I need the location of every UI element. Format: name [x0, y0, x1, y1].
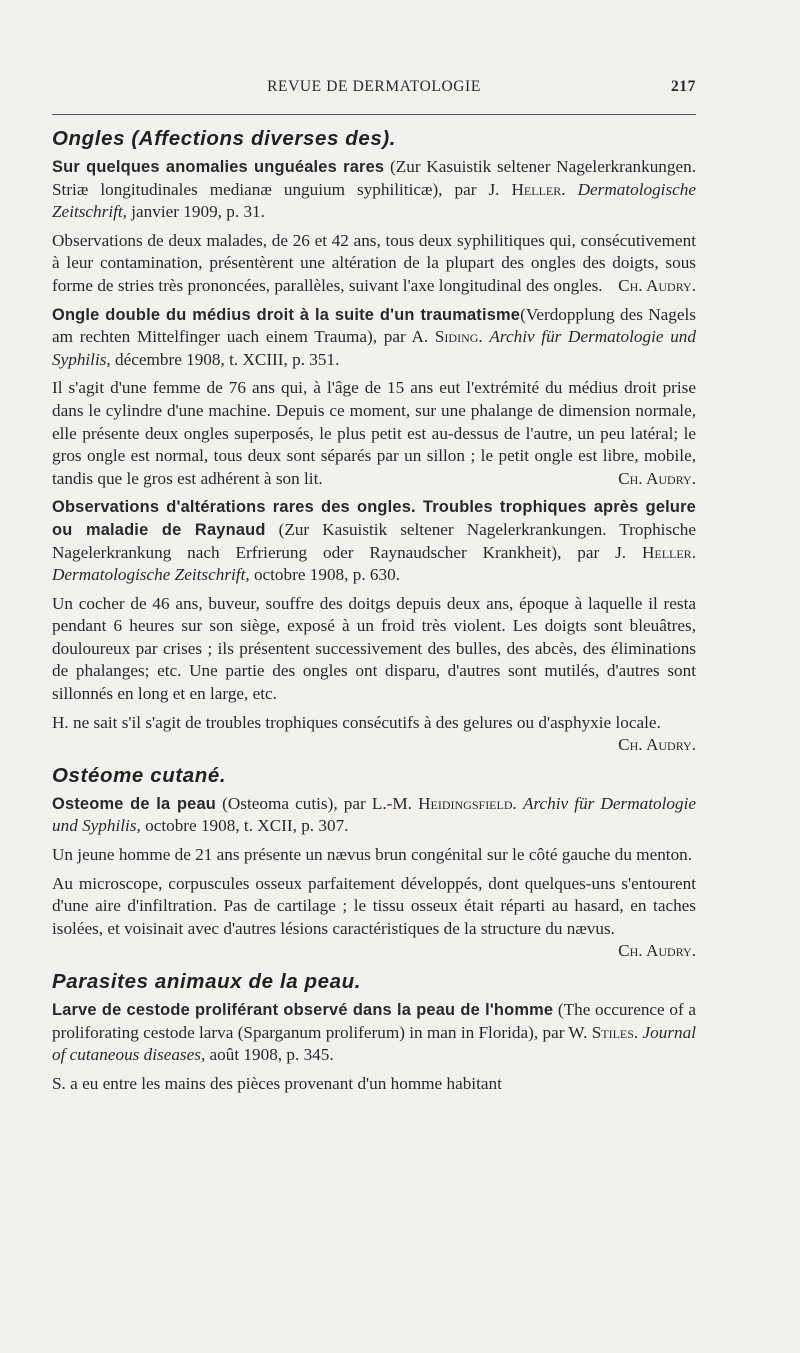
abstract-text: Il s'agit d'une femme de 76 ans qui, à l'âge de 15 ans eut l'extrémité du médius droit prise dans le cylindre d'une machine. Depuis ce moment, sur une phalange de dimension normale, elle présente deux ongles superposés, le plus petit est au-dessus de l'autre, un peu latéral; le gros ongle est normal, tous deux sont séparés par un sillon ; le petit ongle est libre, mobile, tandis que le gros est adhérent à son lit.	[52, 378, 696, 488]
entry-date: janvier 1909, p. 31.	[126, 202, 265, 222]
reviewer-signature: Ch. Audry.	[618, 468, 696, 488]
header-rule	[52, 114, 696, 115]
bibliographic-entry	[52, 496, 696, 586]
entry-reference: (Osteoma cutis), par L.-M.	[216, 793, 419, 813]
entry-reference: (Verdopplung des Nagels am rechten Mittelfinger uach einem Trauma), par A.	[52, 304, 696, 347]
bibliographic-entry	[52, 156, 696, 224]
abstract-text: Au microscope, corpuscules osseux parfaitement développés, dont quelques-uns s'entourent d'une aire d'infiltration. Pas de cartilage ; le tissu osseux était réparti au hasard, en taches isolées, et voisinait avec d'autres lésions caractéristiques de la structure du nævus.	[52, 873, 696, 938]
reviewer-signature: Ch. Audry.	[618, 941, 696, 961]
entry-title: Sur quelques anomalies unguéales rares	[52, 158, 385, 176]
entry-journal: Archiv für Dermatologie und Syphilis,	[52, 793, 696, 836]
abstract-paragraph	[52, 712, 696, 757]
running-header	[52, 74, 696, 100]
entry-author: Stiles	[591, 1022, 634, 1042]
entry-date: octobre 1908, t. XCII, p. 307.	[140, 816, 349, 836]
entry-title: Ongle double du médius droit à la suite d'un traumatisme	[52, 305, 521, 324]
page-number: 217	[670, 78, 696, 95]
entry-date: décembre 1908, t. XCIII, p. 351.	[110, 349, 340, 369]
section-heading: Ongles (Affections diverses des).	[52, 127, 397, 150]
abstract-paragraph	[52, 377, 696, 490]
article-body	[52, 120, 696, 1101]
abstract-text: H. ne sait s'il s'agit de troubles trophiques consécutifs à des gelures ou d'asphyxie locale.	[52, 712, 661, 732]
abstract-paragraph	[52, 230, 696, 298]
reviewer-signature: Ch. Audry.	[618, 275, 696, 295]
entry-title: Osteome de la peau	[52, 794, 217, 813]
entry-reference: (Zur Kasuistik seltener Nagelerkrankungen. Trophische Nagelerkrankung nach Erfrierung oder Raynaudscher Krankheit), par J.	[52, 519, 696, 562]
entry-reference-sep: .	[691, 542, 696, 562]
abstract-text: S. a eu entre les mains des pièces provenant d'un homme habitant	[52, 1073, 502, 1093]
bibliographic-entry	[52, 304, 696, 372]
abstract-paragraph	[52, 1073, 696, 1096]
section-heading: Parasites animaux de la peau.	[52, 970, 362, 993]
entry-journal: Journal of cutaneous diseases,	[52, 1022, 696, 1065]
entry-author: Heller	[511, 179, 562, 199]
abstract-paragraph	[52, 593, 696, 706]
entry-date: octobre 1908, p. 630.	[249, 565, 401, 585]
bibliographic-entry	[52, 999, 696, 1067]
reviewer-signature: Ch. Audry.	[618, 735, 696, 755]
entry-author: Heidingsfield	[418, 793, 513, 813]
entry-reference: (Zur Kasuistik seltener Nagelerkrankungen. Striæ longitudinales medianæ unguium syphiliticæ), par J.	[52, 157, 696, 199]
entry-title: Observations d'altérations rares des ongles. Troubles trophiques après gelure ou maladie de Raynaud	[52, 498, 696, 539]
abstract-text: Observations de deux malades, de 26 et 42 ans, tous deux syphilitiques qui, consécutivement à leur contamination, présentèrent une altération de la plupart des ongles des doigts, sous forme de stries très prononcées, parallèles, suivant l'axe longitudinal des ongles.	[52, 230, 696, 295]
abstract-text: Un jeune homme de 21 ans présente un nævus brun congénital sur le côté gauche du menton.	[52, 845, 693, 865]
entry-journal: Archiv für Dermatologie und Syphilis,	[52, 327, 696, 369]
bibliographic-entry	[52, 793, 696, 838]
entry-journal: Dermatologische Zeitschrift,	[52, 565, 250, 585]
entry-journal: Dermatologische Zeitschrift,	[52, 179, 696, 222]
entry-author: Heller	[641, 542, 692, 562]
abstract-paragraph	[52, 873, 696, 963]
entry-reference-sep: .	[512, 793, 523, 813]
entry-date: août 1908, p. 345.	[205, 1045, 334, 1065]
section-heading: Ostéome cutané.	[52, 763, 227, 787]
abstract-text: Un cocher de 46 ans, buveur, souffre des doitgs depuis deux ans, époque à laquelle il resta pendant 6 heures sur son siège, exposé à un froid très violent. Les doigts sont bleuâtres, douloureux par crises ; ils présentent successivement des bulles, des abcès, des éliminations de phalanges; etc. Une partie des ongles ont disparu, d'autres sont mutilés, d'autres sont sillonnés en long et en large, etc.	[52, 593, 696, 704]
entry-author: Siding	[434, 327, 479, 347]
entry-title: Larve de cestode proliférant observé dans la peau de l'homme	[52, 1001, 554, 1019]
entry-reference-sep: .	[478, 327, 490, 347]
abstract-paragraph	[52, 844, 696, 867]
journal-title: REVUE DE DERMATOLOGIE	[267, 78, 481, 95]
entry-reference-sep: .	[633, 1022, 643, 1042]
entry-reference-sep: .	[561, 179, 578, 199]
entry-reference: (The occurence of a proliforating cestode larva (Sparganum proliferum) in man in Florida), par W.	[52, 1000, 696, 1042]
